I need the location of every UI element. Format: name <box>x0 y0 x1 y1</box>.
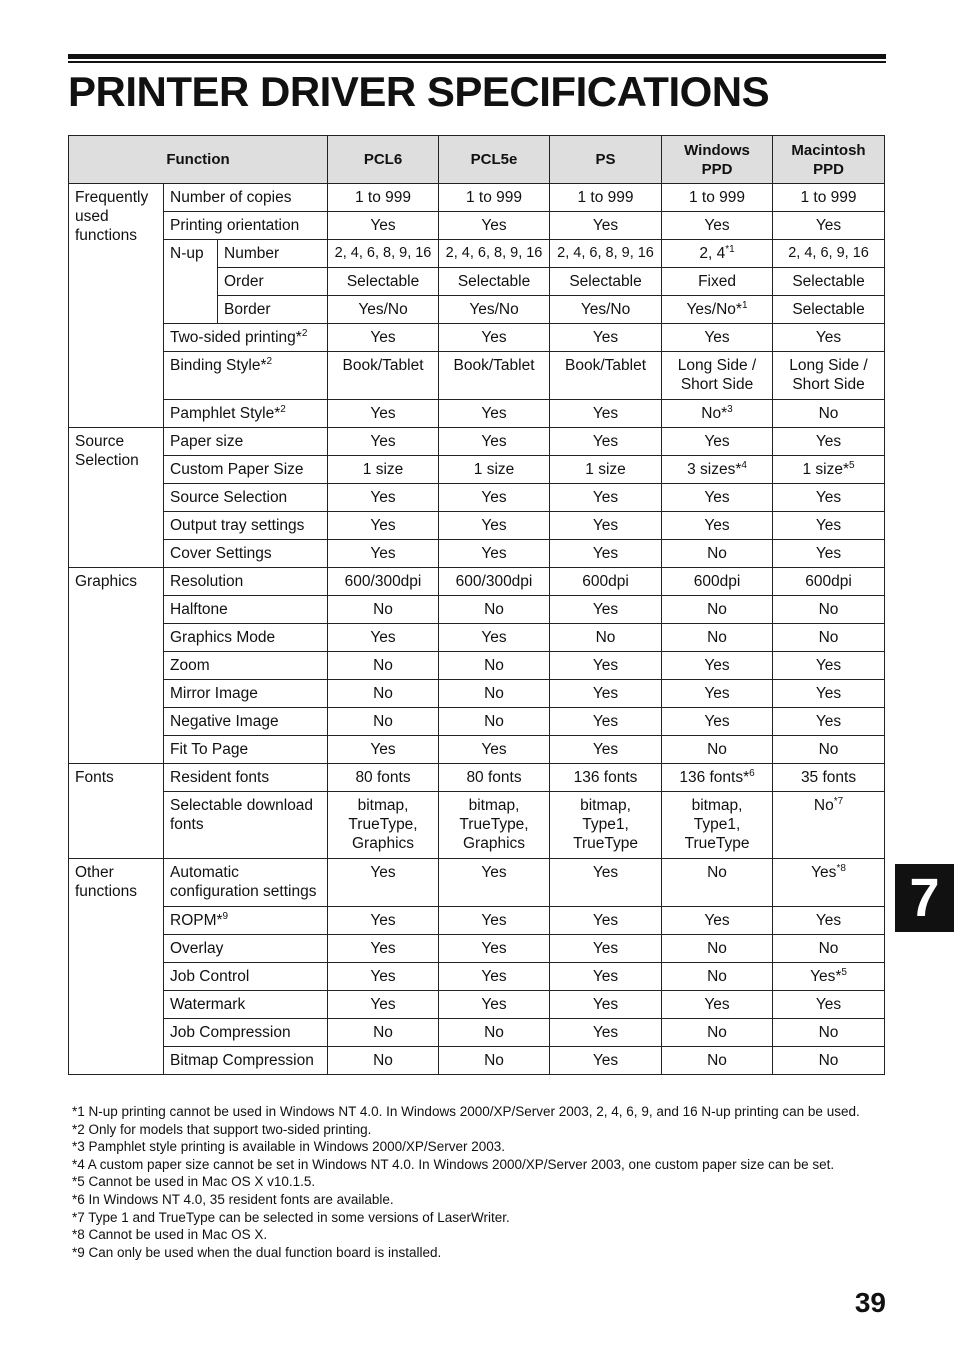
row-label: Order <box>218 268 328 296</box>
header-ps: PS <box>550 136 662 184</box>
cell-windows: Yes <box>662 484 773 512</box>
cell-windows: No <box>662 963 773 991</box>
cell-pcl6: 1 size <box>328 456 439 484</box>
cell-pcl6: Yes <box>328 484 439 512</box>
row-label: Number <box>218 240 328 268</box>
category-other: Other functions <box>69 859 164 1075</box>
cell-ps: Yes <box>550 935 662 963</box>
row-label: Selectable download fonts <box>164 792 328 859</box>
cell-mac: Yes <box>773 324 885 352</box>
cell-pcl6: Yes <box>328 540 439 568</box>
cell-ps: Yes/No <box>550 296 662 324</box>
header-macintosh-ppd: Macintosh PPD <box>773 136 885 184</box>
cell-pcl5e: Yes <box>439 907 550 935</box>
cell-ps: Yes <box>550 484 662 512</box>
cell-pcl6: 80 fonts <box>328 764 439 792</box>
cell-mac: Yes <box>773 708 885 736</box>
cell-pcl6: No <box>328 1047 439 1075</box>
table-row <box>69 212 885 240</box>
category-fonts: Fonts <box>69 764 164 859</box>
header-function: Function <box>69 136 328 184</box>
cell-pcl6: 600/300dpi <box>328 568 439 596</box>
table-row <box>69 456 885 484</box>
row-label: Number of copies <box>164 184 328 212</box>
table-row <box>69 184 885 212</box>
row-label: Automatic configuration settings <box>164 859 328 907</box>
category-graphics: Graphics <box>69 568 164 764</box>
cell-mac: Yes$^{*8}$ <box>773 859 885 907</box>
cell-pcl5e: No <box>439 596 550 624</box>
cell-mac: No <box>773 1019 885 1047</box>
chapter-tab: 7 <box>895 864 954 932</box>
cell-windows: Fixed <box>662 268 773 296</box>
table-row <box>69 1019 885 1047</box>
row-label: Overlay <box>164 935 328 963</box>
cell-pcl5e: 1 to 999 <box>439 184 550 212</box>
cell-ps: 136 fonts <box>550 764 662 792</box>
cell-pcl6: Yes <box>328 400 439 428</box>
category-source: Source Selection <box>69 428 164 568</box>
cell-ps: 1 to 999 <box>550 184 662 212</box>
cell-ps: Yes <box>550 963 662 991</box>
table-row <box>69 512 885 540</box>
cell-pcl5e: Yes <box>439 400 550 428</box>
cell-pcl5e: Yes <box>439 484 550 512</box>
cell-pcl6: Yes/No <box>328 296 439 324</box>
cell-pcl5e: Yes <box>439 963 550 991</box>
row-label: Job Compression <box>164 1019 328 1047</box>
cell-windows: No <box>662 1047 773 1075</box>
row-label: Binding Style*$^2$ <box>164 352 328 400</box>
cell-windows: bitmap, Type1, TrueType <box>662 792 773 859</box>
cell-mac: Yes <box>773 484 885 512</box>
cell-mac: No <box>773 935 885 963</box>
cell-pcl6: Yes <box>328 963 439 991</box>
table-row <box>69 652 885 680</box>
cell-pcl5e: bitmap, TrueType, Graphics <box>439 792 550 859</box>
footnote: *3 Pamphlet style printing is available in Windows 2000/XP/Server 2003. <box>72 1139 505 1155</box>
table-row <box>69 1047 885 1075</box>
cell-windows: Yes <box>662 652 773 680</box>
footnote: *8 Cannot be used in Mac OS X. <box>72 1227 268 1243</box>
cell-pcl6: bitmap, TrueType, Graphics <box>328 792 439 859</box>
cell-mac: Yes*$^5$ <box>773 963 885 991</box>
table-row <box>69 907 885 935</box>
cell-windows: No <box>662 859 773 907</box>
cell-pcl6: Yes <box>328 324 439 352</box>
cell-mac: No <box>773 624 885 652</box>
footnote: *7 Type 1 and TrueType can be selected in some versions of LaserWriter. <box>72 1209 510 1225</box>
table-header-row <box>69 136 885 184</box>
cell-ps: Yes <box>550 708 662 736</box>
table-row <box>69 400 885 428</box>
cell-pcl6: Yes <box>328 212 439 240</box>
cell-ps: Book/Tablet <box>550 352 662 400</box>
cell-pcl5e: Yes <box>439 512 550 540</box>
cell-ps: Yes <box>550 540 662 568</box>
cell-mac: No$^{*7}$ <box>773 792 885 859</box>
row-label: Two-sided printing*$^2$ <box>164 324 328 352</box>
cell-windows: Yes <box>662 708 773 736</box>
row-label: Fit To Page <box>164 736 328 764</box>
cell-windows: 136 fonts*$^6$ <box>662 764 773 792</box>
cell-mac: Long Side / Short Side <box>773 352 885 400</box>
table-row <box>69 568 885 596</box>
row-label: Printing orientation <box>164 212 328 240</box>
cell-mac: Yes <box>773 428 885 456</box>
row-label: Resolution <box>164 568 328 596</box>
row-label: Mirror Image <box>164 680 328 708</box>
cell-pcl5e: Yes <box>439 212 550 240</box>
table-row <box>69 764 885 792</box>
row-label: Paper size <box>164 428 328 456</box>
cell-pcl5e: Yes <box>439 428 550 456</box>
cell-pcl5e: No <box>439 1019 550 1047</box>
cell-windows: 1 to 999 <box>662 184 773 212</box>
cell-mac: No <box>773 400 885 428</box>
cell-mac: 1 to 999 <box>773 184 885 212</box>
header-windows-ppd: Windows PPD <box>662 136 773 184</box>
cell-pcl6: Selectable <box>328 268 439 296</box>
table-row <box>69 624 885 652</box>
row-label: Job Control <box>164 963 328 991</box>
cell-pcl6: No <box>328 1019 439 1047</box>
cell-ps: Selectable <box>550 268 662 296</box>
row-label: ROPM*$^9$ <box>164 907 328 935</box>
table-row <box>69 680 885 708</box>
table-row <box>69 935 885 963</box>
spec-table <box>68 135 885 1075</box>
cell-mac: 1 size*$^5$ <box>773 456 885 484</box>
page-title: PRINTER DRIVER SPECIFICATIONS <box>68 68 770 115</box>
cell-mac: Yes <box>773 212 885 240</box>
cell-ps: Yes <box>550 680 662 708</box>
row-label: Graphics Mode <box>164 624 328 652</box>
cell-pcl6: No <box>328 708 439 736</box>
cell-pcl6: Book/Tablet <box>328 352 439 400</box>
table-row <box>69 991 885 1019</box>
cell-mac: Yes <box>773 512 885 540</box>
cell-pcl5e: Selectable <box>439 268 550 296</box>
table-row <box>69 736 885 764</box>
cell-mac: Yes <box>773 540 885 568</box>
cell-ps: No <box>550 624 662 652</box>
cell-pcl5e: Yes <box>439 991 550 1019</box>
footnote: *5 Cannot be used in Mac OS X v10.1.5. <box>72 1174 316 1190</box>
cell-mac: 35 fonts <box>773 764 885 792</box>
cell-pcl6: Yes <box>328 624 439 652</box>
row-label: Resident fonts <box>164 764 328 792</box>
cell-windows: Yes <box>662 907 773 935</box>
cell-ps: Yes <box>550 212 662 240</box>
cell-ps: Yes <box>550 736 662 764</box>
cell-pcl5e: No <box>439 708 550 736</box>
cell-ps: Yes <box>550 907 662 935</box>
cell-windows: No*$^3$ <box>662 400 773 428</box>
cell-ps: Yes <box>550 859 662 907</box>
cell-ps: Yes <box>550 991 662 1019</box>
cell-pcl5e: 80 fonts <box>439 764 550 792</box>
table-row <box>69 352 885 400</box>
cell-windows: No <box>662 736 773 764</box>
cell-ps: Yes <box>550 596 662 624</box>
header-pcl5e: PCL5e <box>439 136 550 184</box>
row-label: Border <box>218 296 328 324</box>
table-row <box>69 963 885 991</box>
footnotes <box>72 1103 888 1261</box>
cell-windows: No <box>662 596 773 624</box>
cell-pcl6: 2, 4, 6, 8, 9, 16 <box>328 240 439 268</box>
cell-ps: Yes <box>550 428 662 456</box>
cell-pcl6: Yes <box>328 935 439 963</box>
cell-pcl6: Yes <box>328 991 439 1019</box>
cell-pcl6: Yes <box>328 512 439 540</box>
cell-windows: No <box>662 1019 773 1047</box>
cell-ps: 1 size <box>550 456 662 484</box>
row-label: Output tray settings <box>164 512 328 540</box>
cell-windows: No <box>662 540 773 568</box>
cell-pcl5e: Yes <box>439 324 550 352</box>
cell-pcl6: No <box>328 652 439 680</box>
footnote: *9 Can only be used when the dual function board is installed. <box>72 1244 442 1260</box>
cell-windows: Yes <box>662 512 773 540</box>
cell-pcl5e: Yes <box>439 935 550 963</box>
table-row <box>69 859 885 907</box>
cell-windows: Yes <box>662 680 773 708</box>
table-row <box>69 484 885 512</box>
cell-ps: Yes <box>550 1047 662 1075</box>
row-label: Watermark <box>164 991 328 1019</box>
cell-pcl6: No <box>328 596 439 624</box>
row-label: Pamphlet Style*$^2$ <box>164 400 328 428</box>
cell-mac: No <box>773 736 885 764</box>
cell-pcl6: Yes <box>328 907 439 935</box>
cell-ps: Yes <box>550 400 662 428</box>
cell-windows: Yes <box>662 324 773 352</box>
cell-mac: No <box>773 1047 885 1075</box>
cell-pcl6: Yes <box>328 736 439 764</box>
footnote: *4 A custom paper size cannot be set in Windows NT 4.0. In Windows 2000/XP/Server 2003, one custom paper size can be set. <box>72 1156 835 1172</box>
header-rule-thin <box>68 61 886 63</box>
cell-ps: 2, 4, 6, 8, 9, 16 <box>550 240 662 268</box>
cell-pcl5e: No <box>439 680 550 708</box>
cell-windows: Long Side / Short Side <box>662 352 773 400</box>
cell-windows: No <box>662 624 773 652</box>
cell-pcl5e: Yes <box>439 859 550 907</box>
cell-windows: 600dpi <box>662 568 773 596</box>
cell-pcl5e: No <box>439 1047 550 1075</box>
table-row <box>69 324 885 352</box>
nup-label: N-up <box>164 240 218 324</box>
cell-ps: Yes <box>550 1019 662 1047</box>
cell-ps: Yes <box>550 652 662 680</box>
header-pcl6: PCL6 <box>328 136 439 184</box>
cell-pcl5e: No <box>439 652 550 680</box>
row-label: Source Selection <box>164 484 328 512</box>
table-row <box>69 540 885 568</box>
row-label: Cover Settings <box>164 540 328 568</box>
cell-pcl5e: Yes <box>439 736 550 764</box>
cell-pcl5e: Book/Tablet <box>439 352 550 400</box>
row-label: Bitmap Compression <box>164 1047 328 1075</box>
cell-windows: 2, 4$^{*1}$ <box>662 240 773 268</box>
cell-ps: 600dpi <box>550 568 662 596</box>
cell-pcl6: Yes <box>328 859 439 907</box>
table-row <box>69 428 885 456</box>
row-label: Zoom <box>164 652 328 680</box>
cell-mac: Selectable <box>773 296 885 324</box>
cell-windows: Yes/No*$^1$ <box>662 296 773 324</box>
category-frequent: Frequently used functions <box>69 184 164 428</box>
table-row <box>69 596 885 624</box>
cell-windows: Yes <box>662 991 773 1019</box>
row-label: Negative Image <box>164 708 328 736</box>
cell-mac: Selectable <box>773 268 885 296</box>
cell-windows: 3 sizes*$^4$ <box>662 456 773 484</box>
cell-pcl5e: 2, 4, 6, 8, 9, 16 <box>439 240 550 268</box>
footnote: *1 N-up printing cannot be used in Windows NT 4.0. In Windows 2000/XP/Server 2003, 2, 4, 6, 9, and 16 N-up printing can be used. <box>72 1104 860 1119</box>
table-row <box>69 240 885 268</box>
cell-windows: No <box>662 935 773 963</box>
cell-ps: bitmap, Type1, TrueType <box>550 792 662 859</box>
row-label: Custom Paper Size <box>164 456 328 484</box>
footnote: *2 Only for models that support two-sided printing. <box>72 1121 372 1137</box>
cell-ps: Yes <box>550 512 662 540</box>
cell-windows: Yes <box>662 428 773 456</box>
table-row <box>69 792 885 859</box>
cell-pcl5e: Yes/No <box>439 296 550 324</box>
cell-ps: Yes <box>550 324 662 352</box>
footnote: *6 In Windows NT 4.0, 35 resident fonts are available. <box>72 1191 394 1207</box>
page-number: 39 <box>854 1287 886 1318</box>
cell-mac: 2, 4, 6, 9, 16 <box>773 240 885 268</box>
cell-mac: Yes <box>773 991 885 1019</box>
table-row <box>69 708 885 736</box>
cell-pcl5e: Yes <box>439 624 550 652</box>
cell-mac: Yes <box>773 907 885 935</box>
cell-pcl6: No <box>328 680 439 708</box>
header-rule-thick <box>68 54 886 59</box>
cell-mac: No <box>773 596 885 624</box>
cell-pcl6: 1 to 999 <box>328 184 439 212</box>
cell-mac: Yes <box>773 680 885 708</box>
cell-pcl6: Yes <box>328 428 439 456</box>
cell-pcl5e: 600/300dpi <box>439 568 550 596</box>
cell-mac: 600dpi <box>773 568 885 596</box>
cell-pcl5e: Yes <box>439 540 550 568</box>
cell-pcl5e: 1 size <box>439 456 550 484</box>
cell-mac: Yes <box>773 652 885 680</box>
cell-windows: Yes <box>662 212 773 240</box>
row-label: Halftone <box>164 596 328 624</box>
